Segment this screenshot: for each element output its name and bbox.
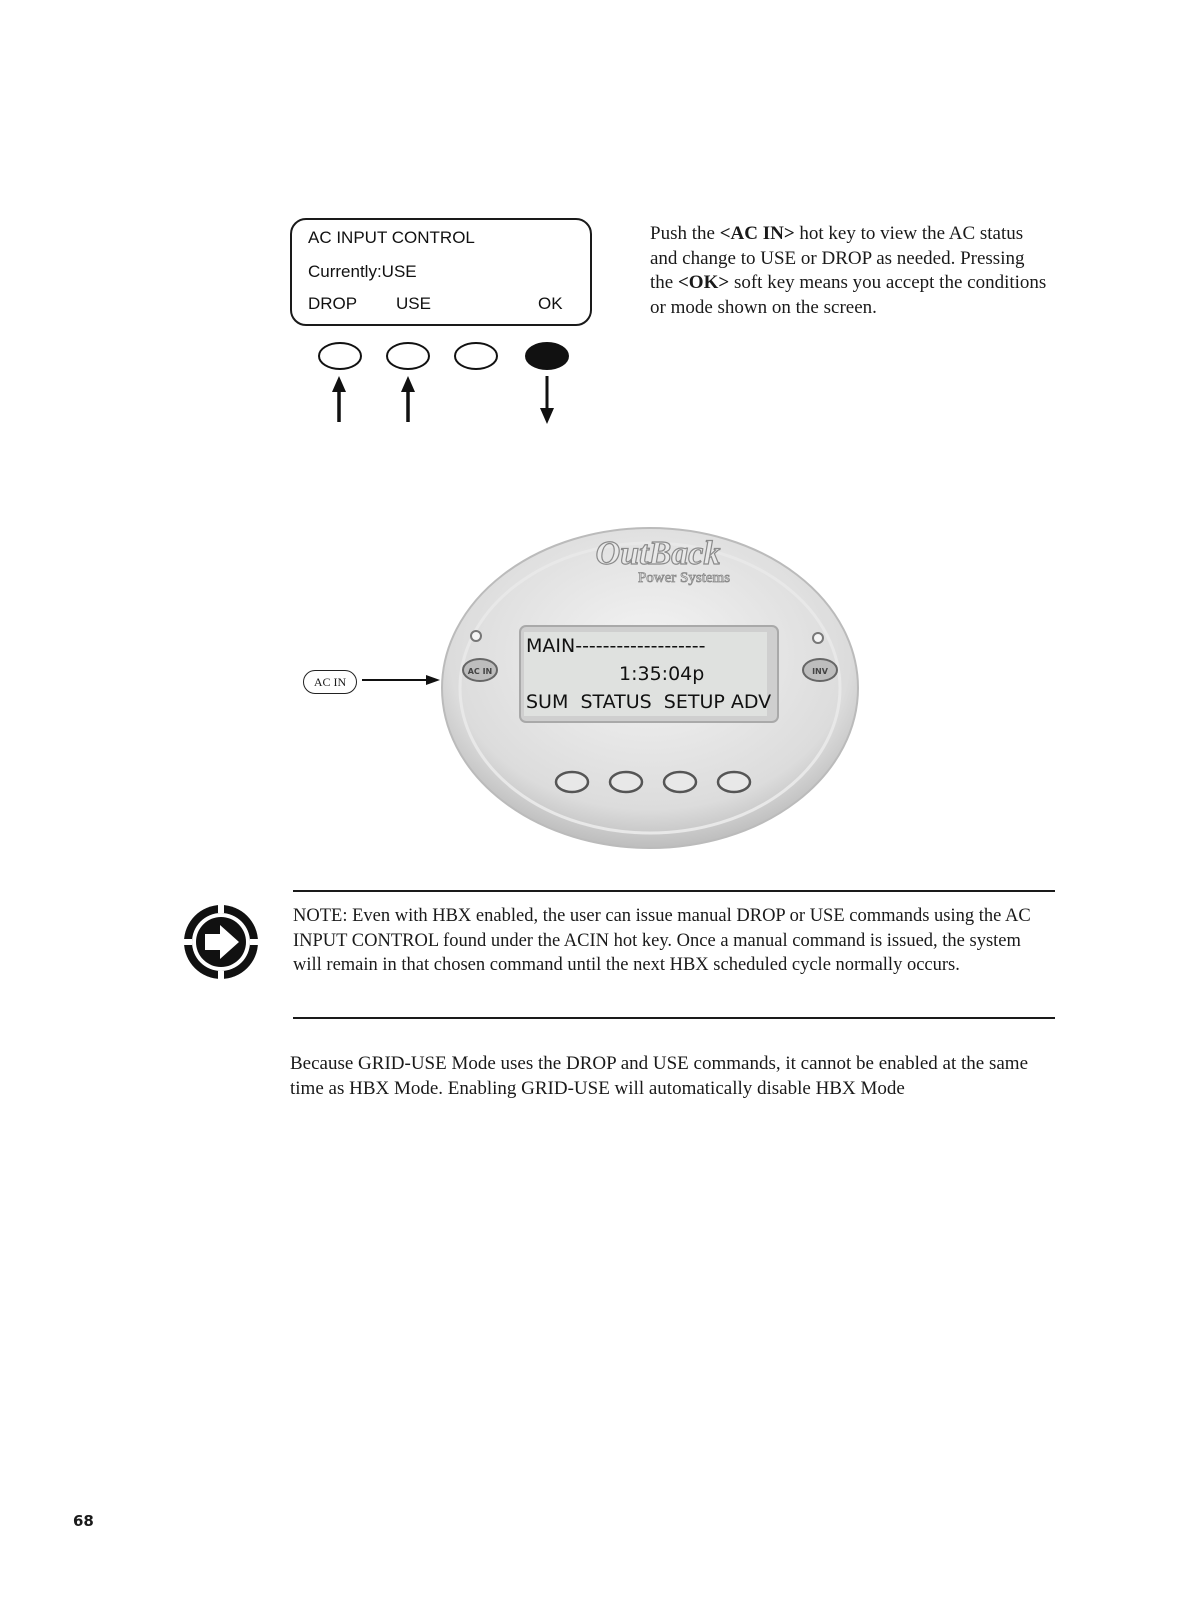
body-paragraph: Because GRID-USE Mode uses the DROP and USE commands, it cannot be enabled at the same time as HBX Mode. Enabling GRID-USE will automatically disable HBX Mode — [290, 1053, 1029, 1099]
lcd-screen-diagram — [290, 218, 592, 326]
soft-key-2 — [387, 343, 429, 369]
arrow-up-icon — [332, 376, 346, 422]
arrow-right-circle-icon — [182, 903, 260, 981]
led-left — [471, 631, 481, 641]
brand-logo: OutBack — [595, 535, 721, 572]
lcd-softkey-ok: OK — [538, 294, 563, 313]
soft-key-3 — [455, 343, 497, 369]
lcd-status: Currently:USE — [308, 262, 417, 281]
ac-in-hot-key — [463, 659, 497, 681]
note-text: NOTE: Even with HBX enabled, the user can issue manual DROP or USE commands using the AC INPUT CONTROL found under the ACIN hot key. Once a manual command is issued, the system will remain in that chosen command until the next HBX scheduled cycle normally occurs. — [293, 906, 1031, 975]
screen-line-2: 1:35:04p — [619, 663, 705, 685]
svg-text:INV: INV — [812, 667, 828, 676]
note-top-rule — [293, 890, 1055, 892]
callout-arrow-icon — [360, 672, 442, 688]
ok-key-ref: <OK> — [677, 272, 730, 293]
inv-hot-key — [803, 659, 837, 681]
ac-in-callout-label: AC IN — [303, 670, 357, 694]
soft-key-1 — [319, 343, 361, 369]
intro-paragraph: Push the <AC IN> hot key to view the AC status and change to USE or DROP as needed. Pressing the <OK> soft key means you accept the conditions or mode shown on the screen. — [650, 223, 1047, 318]
lcd-softkey-use: USE — [396, 294, 431, 313]
arrow-down-icon — [540, 376, 554, 424]
lcd-title: AC INPUT CONTROL — [308, 228, 475, 247]
soft-key-buttons-diagram — [300, 332, 580, 428]
ac-in-key-ref: <AC IN> — [719, 223, 795, 244]
screen-line-1: MAIN------------------- — [526, 635, 706, 657]
device-lcd-screen — [524, 632, 772, 716]
soft-key-4 — [526, 343, 568, 369]
brand-subtitle: Power Systems — [637, 570, 731, 586]
led-right — [813, 633, 823, 643]
arrow-up-icon — [401, 376, 415, 422]
page-number: 68 — [73, 1512, 94, 1530]
lcd-softkey-drop: DROP — [308, 294, 358, 313]
note-bottom-rule — [293, 1017, 1055, 1019]
screen-line-3: SUM STATUS SETUP ADV — [526, 691, 772, 713]
svg-text:AC IN: AC IN — [467, 667, 493, 676]
